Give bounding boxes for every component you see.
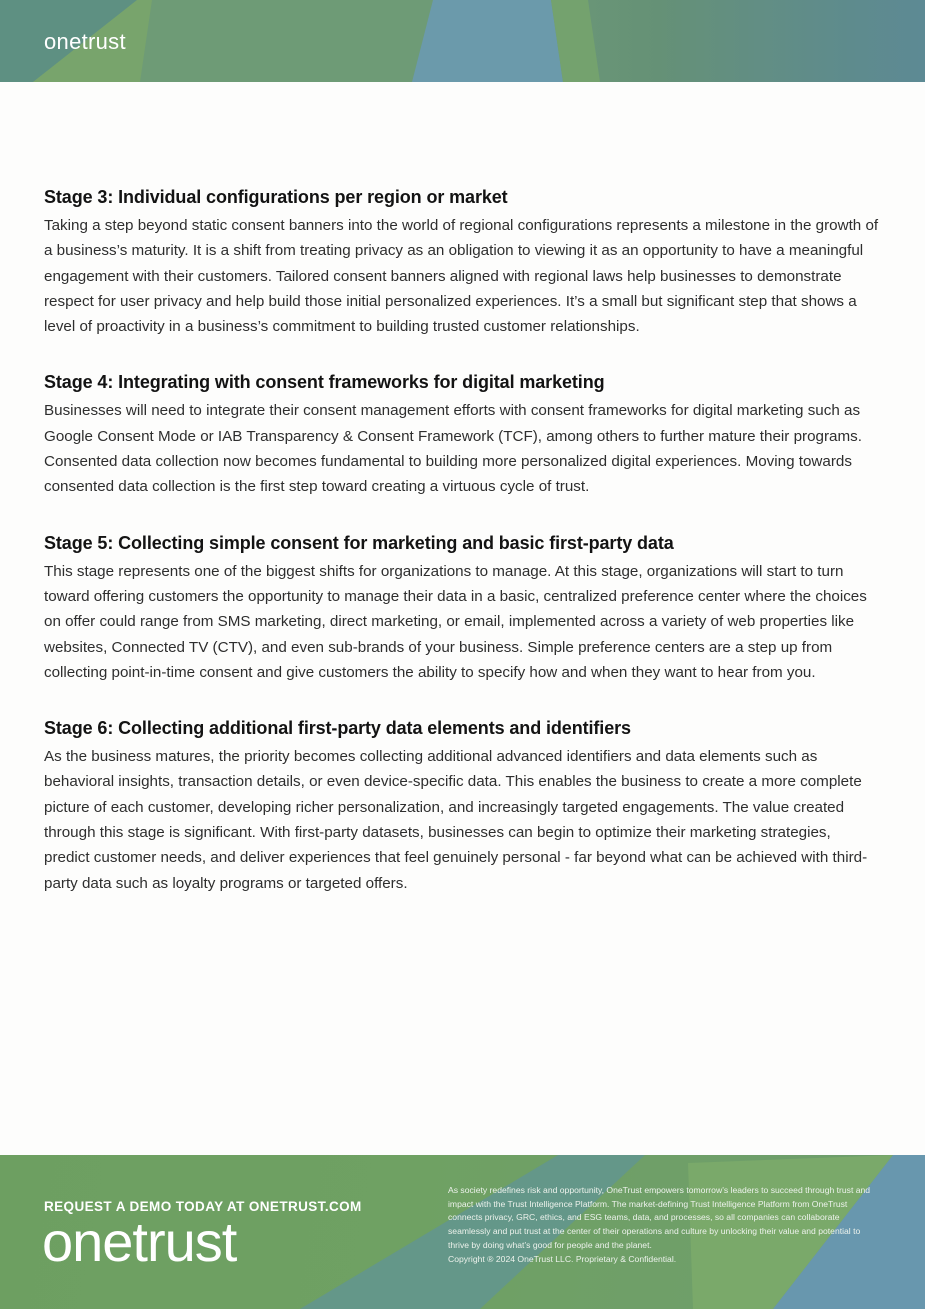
stage-4-paragraph: Businesses will need to integrate their consent management efforts with consent frameworks for digital marketing such as Google Consent Mode or IAB Transparency & Consent Framework (TCF), among others to further mature their programs. Consented data collection now becomes fundamental to building more personalized digital experiences. Moving towards consented data collection is the first step toward creating a virtuous cycle of trust. [44,402,862,496]
footer-banner [0,1155,925,1309]
onetrust-footer-logo: onetrust [42,1210,237,1273]
request-demo-cta[interactable]: REQUEST A DEMO TODAY AT ONETRUST.COM [44,1199,362,1214]
stage-4-section [44,371,880,499]
stage-5-heading: Stage 5: Collecting simple consent for marketing and basic first-party data [44,532,674,553]
onetrust-logo: onetrust [44,29,126,54]
footer-copyright-text: Copyright ® 2024 OneTrust LLC. Proprietary & Confidential. [448,1253,677,1264]
stage-5-paragraph: This stage represents one of the biggest shifts for organizations to manage. At this stage, organizations will start to turn toward offering customers the opportunity to manage their data in a basic, centralized preference center where the choices on offer could range from SMS marketing, direct marketing, or email, implemented across a variety of web properties like websites, Connected TV (CTV), and even sub-brands of your business. Simple preference centers are a step up from collecting point-in-time consent and give customers the ability to specify how and when they want to hear from you. [44,562,867,681]
footer-about-text: As society redefines risk and opportunity, OneTrust empowers tomorrow’s leaders to succeed through trust and impact with the Trust Intelligence Platform. The market-defining Trust Intelligence Platform from OneTrust connects privacy, GRC, ethics, and ESG teams, data, and processes, so all companies can collaborate seamlessly and put trust at the center of their operations and culture by unlocking their value and potential to thrive by doing what’s good for people and the planet. [448,1185,871,1250]
stage-4-heading: Stage 4: Integrating with consent frameworks for digital marketing [44,372,605,393]
footer-about-block [448,1184,872,1266]
stage-3-heading: Stage 3: Individual configurations per region or market [44,187,508,207]
stage-5-section [44,532,880,685]
stage-6-heading: Stage 6: Collecting additional first-party data elements and identifiers [44,718,631,739]
document-body [44,186,880,896]
stage-6-paragraph: As the business matures, the priority becomes collecting additional advanced identifiers and data elements such as behavioral insights, transaction details, or even device-specific data. This enables the business to create a more complete picture of each customer, developing richer personalization, and increasingly targeted engagements. The value created through this stage is significant. With first-party datasets, businesses can begin to optimize their marketing strategies, predict customer needs, and deliver experiences that feel genuinely personal - far beyond what can be achieved with third-party data such as loyalty programs or targeted offers. [44,748,868,892]
header-banner [0,0,925,82]
stage-3-paragraph: Taking a step beyond static consent banners into the world of regional configurations represents a milestone in the growth of a business’s maturity. It is a shift from treating privacy as an obligation to viewing it as an opportunity to have a meaningful engagement with their customers. Tailored consent banners aligned with regional laws help businesses to demonstrate respect for user privacy and help build those initial personalized experiences. It’s a small but significant step that shows a level of proactivity in a business’s commitment to building trusted customer relationships. [44,217,879,336]
stage-3-section [44,186,880,339]
stage-6-section [44,717,880,896]
